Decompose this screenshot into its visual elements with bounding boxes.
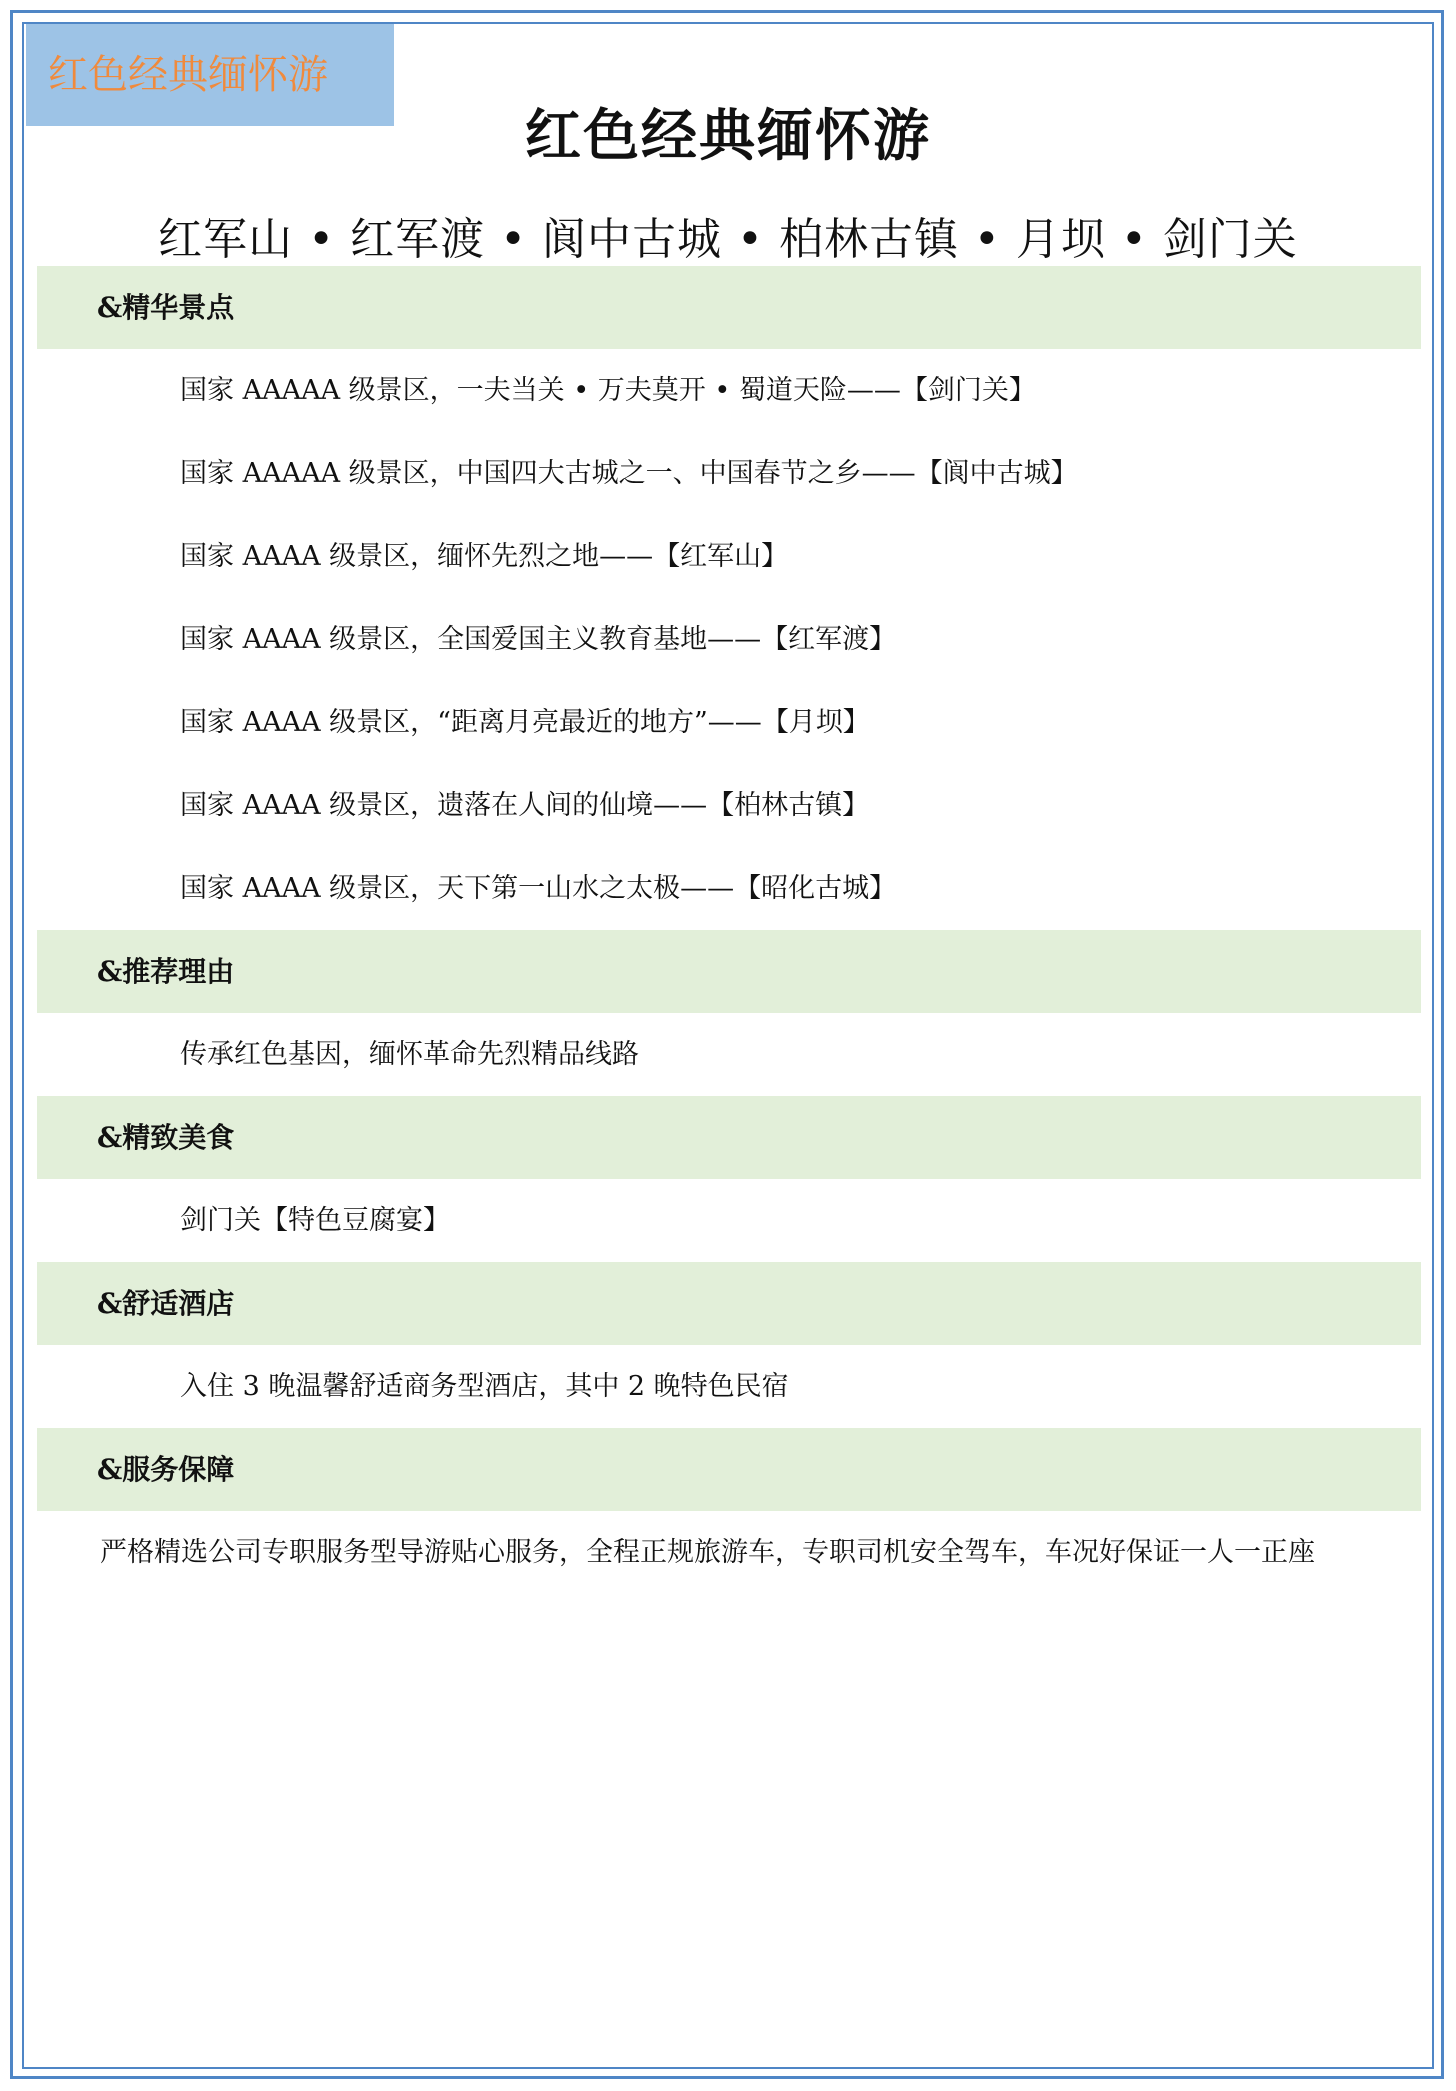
highlight-item: 国家 AAAA 级景区，“距离月亮最近的地方”——【月坝】: [180, 707, 870, 738]
highlight-item: 国家 AAAA 级景区，缅怀先烈之地——【红军山】: [180, 541, 789, 572]
section-header-reason: &推荐理由: [37, 930, 1421, 1013]
section-header-highlights: &精华景点: [37, 266, 1421, 349]
highlight-item: 国家 AAAA 级景区，天下第一山水之太极——【昭化古城】: [180, 873, 897, 904]
corner-tag: 红色经典缅怀游: [26, 24, 394, 126]
service-text: 严格精选公司专职服务型导游贴心服务，全程正规旅游车，专职司机安全驾车，车况好保证一人一正座: [100, 1537, 1315, 1568]
page-title: 红色经典缅怀游: [525, 103, 931, 169]
route-subtitle: 红军山 • 红军渡 • 阆中古城 • 柏林古镇 • 月坝 • 剑门关: [158, 214, 1298, 265]
highlight-item: 国家 AAAAA 级景区，中国四大古城之一、中国春节之乡——【阆中古城】: [180, 458, 1078, 489]
section-header-service: &服务保障: [37, 1428, 1421, 1511]
highlight-item: 国家 AAAA 级景区，全国爱国主义教育基地——【红军渡】: [180, 624, 897, 655]
highlight-item: 国家 AAAAA 级景区，一夫当关 • 万夫莫开 • 蜀道天险——【剑门关】: [180, 375, 1036, 406]
reason-text: 传承红色基因，缅怀革命先烈精品线路: [180, 1039, 639, 1070]
section-header-hotel: &舒适酒店: [37, 1262, 1421, 1345]
itinerary-content: [37, 266, 1421, 1594]
hotel-text: 入住 3 晚温馨舒适商务型酒店，其中 2 晚特色民宿: [180, 1371, 789, 1402]
section-header-food: &精致美食: [37, 1096, 1421, 1179]
food-text: 剑门关【特色豆腐宴】: [180, 1205, 450, 1236]
highlight-item: 国家 AAAA 级景区，遗落在人间的仙境——【柏林古镇】: [180, 790, 870, 821]
